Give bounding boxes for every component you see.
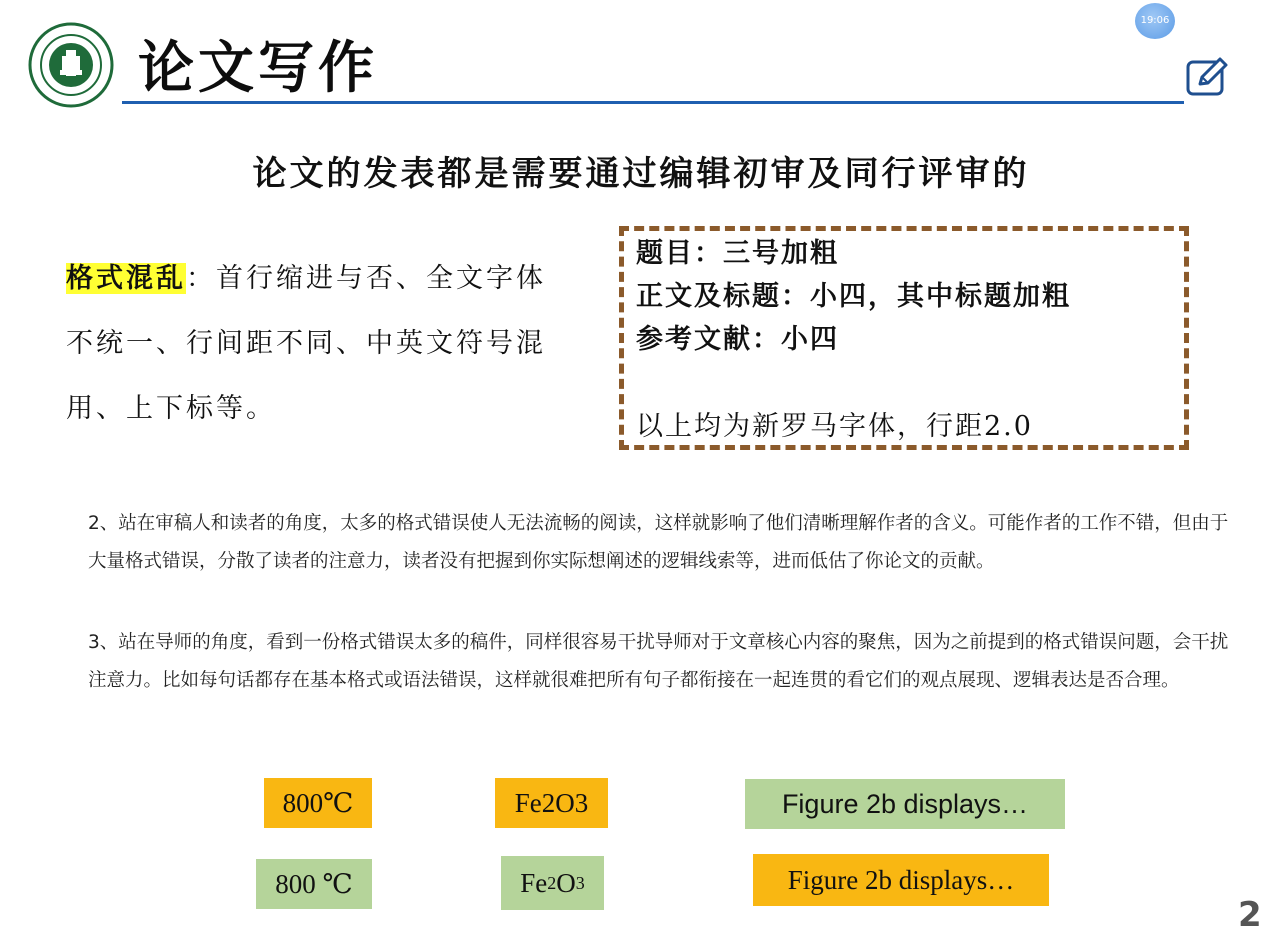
reference-requirement: 参考文献：小四 bbox=[636, 324, 839, 355]
title-requirement: 题目：三号加粗 bbox=[636, 238, 839, 269]
formula-fe: Fe bbox=[520, 867, 548, 898]
page-number: 2 bbox=[1238, 895, 1262, 935]
correct-temperature-tag: 800 ℃ bbox=[256, 859, 372, 909]
paragraph-supervisor: 3、站在导师的角度，看到一份格式错误太多的稿件，同样很容易干扰导师对于文章核心内容的聚焦，因为之前提到的格式错误问题，会干扰注意力。比如每句话都存在基本格式或语法错误，这样就很难把所有句子都衔接在一起连贯的看它们的观点展现、逻辑表达是否合理。 bbox=[88, 632, 1229, 691]
page-title: 论文写作 bbox=[138, 36, 378, 101]
formula-o: O bbox=[556, 867, 576, 898]
wrong-temperature-tag: 800℃ bbox=[264, 778, 372, 828]
format-requirements-text bbox=[636, 232, 1196, 448]
time-badge[interactable]: 19:06 bbox=[1135, 3, 1175, 39]
box-spacer bbox=[636, 361, 1196, 405]
title-underline bbox=[122, 101, 1184, 104]
format-chaos-description: ：首行缩进与否、全文字体不统一、行间距不同、中英文符号混用、上下标等。 bbox=[66, 263, 546, 424]
correct-figure-tag: Figure 2b displays… bbox=[753, 854, 1049, 906]
paragraph-reviewer: 2、站在审稿人和读者的角度，太多的格式错误使人无法流畅的阅读，这样就影响了他们清晰理解作者的含义。可能作者的工作不错，但由于大量格式错误，分散了读者的注意力，读者没有把握到你实际想阐述的逻辑线索等，进而低估了你论文的贡献。 bbox=[88, 513, 1229, 572]
wrong-formula-tag: Fe2O3 bbox=[495, 778, 608, 828]
format-chaos-text bbox=[66, 246, 566, 441]
wrong-figure-tag: Figure 2b displays… bbox=[745, 779, 1065, 829]
correct-formula-tag bbox=[501, 856, 604, 910]
highlight-label: 格式混乱 bbox=[66, 263, 186, 294]
formula-sub-2: 2 bbox=[547, 872, 557, 893]
edit-icon[interactable] bbox=[1184, 56, 1230, 98]
body-requirement: 正文及标题：小四，其中标题加粗 bbox=[636, 281, 1071, 312]
font-requirement: 以上均为新罗马字体，行距2.0 bbox=[636, 411, 1033, 442]
formula-sub-3: 3 bbox=[575, 872, 585, 893]
slide-subtitle: 论文的发表都是需要通过编辑初审及同行评审的 bbox=[252, 154, 1030, 194]
university-logo bbox=[28, 22, 114, 108]
